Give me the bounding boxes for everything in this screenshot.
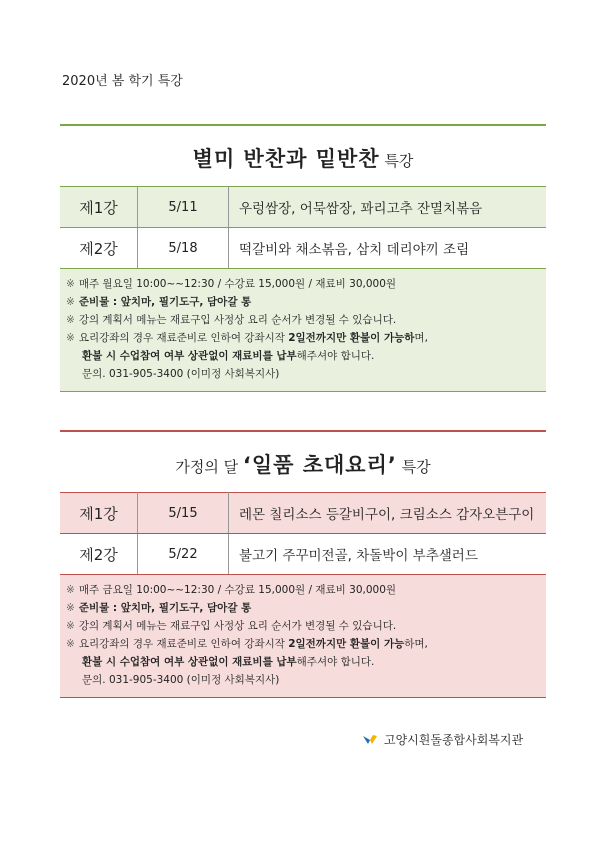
note-mark: ※ <box>66 602 75 614</box>
section-title-main: ‘일품 초대요리’ <box>242 453 397 477</box>
section-title-main: 별미 반찬과 밑반찬 <box>192 147 380 171</box>
organization-name: 고양시흰돌종합사회복지관 <box>384 733 524 747</box>
note-text: 강의 계획서 메뉴는 재료구입 사정상 요리 순서가 변경될 수 있습니다. <box>78 620 397 632</box>
note-supplies <box>66 599 546 617</box>
note-mark: ※ <box>66 296 75 308</box>
section-title-suffix: 특강 <box>384 152 414 170</box>
lesson-number: 제2강 <box>60 534 138 575</box>
lesson-date: 5/22 <box>138 534 229 575</box>
note-text: 며, <box>414 332 428 344</box>
note-mark: ※ <box>66 278 75 290</box>
note-contact: 문의. 031-905-3400 (이미정 사회복지사) <box>82 674 280 686</box>
note-refund-cont <box>66 653 546 671</box>
note-refund <box>66 329 546 347</box>
note-schedule <box>66 275 546 293</box>
table-row <box>60 228 546 269</box>
lesson-number: 제2강 <box>60 228 138 269</box>
table-row <box>60 534 546 575</box>
note-text: 해주셔야 합니다. <box>296 656 375 668</box>
note-schedule <box>66 581 546 599</box>
section-divider <box>60 430 546 432</box>
table-row <box>60 187 546 228</box>
page-header: 2020년 봄 학기 특강 <box>62 74 183 89</box>
lesson-number: 제1강 <box>60 187 138 228</box>
note-text: 해주셔야 합니다. <box>296 350 375 362</box>
notes-box <box>60 268 546 392</box>
lesson-number: 제1강 <box>60 493 138 534</box>
section-title-suffix: 특강 <box>401 458 431 476</box>
table-row <box>60 493 546 534</box>
note-text: 준비물 : 앞치마, 필기도구, 담아갈 통 <box>78 602 252 614</box>
note-text: 강의 계획서 메뉴는 재료구입 사정상 요리 순서가 변경될 수 있습니다. <box>78 314 397 326</box>
organization-footer <box>362 731 523 748</box>
lecture-section-side-dishes <box>60 124 546 392</box>
org-logo-icon <box>362 734 378 746</box>
note-mark: ※ <box>66 314 75 326</box>
note-text: 매주 월요일 10:00~~12:30 / 수강료 15,000원 / 재료비 30,000원 <box>78 278 397 290</box>
note-mark: ※ <box>66 584 75 596</box>
lesson-menu: 떡갈비와 채소볶음, 삼치 데리야끼 조림 <box>229 228 547 269</box>
lesson-date: 5/15 <box>138 493 229 534</box>
lesson-date: 5/18 <box>138 228 229 269</box>
note-text: 요리강좌의 경우 재료준비로 인하여 강좌시작 <box>78 638 289 650</box>
note-plan <box>66 617 546 635</box>
section-divider <box>60 124 546 126</box>
section-title <box>60 146 546 172</box>
note-mark: ※ <box>66 620 75 632</box>
note-contact: 문의. 031-905-3400 (이미정 사회복지사) <box>82 368 280 380</box>
section-title-prefix: 가정의 달 <box>175 458 243 476</box>
notes-box <box>60 574 546 698</box>
note-refund-cont <box>66 347 546 365</box>
lesson-table <box>60 186 546 268</box>
lecture-section-family-month <box>60 430 546 698</box>
note-refund <box>66 635 546 653</box>
note-plan <box>66 311 546 329</box>
lesson-menu: 레몬 칠리소스 등갈비구이, 크림소스 감자오븐구이 <box>229 493 547 534</box>
lesson-date: 5/11 <box>138 187 229 228</box>
lesson-menu: 우렁쌈장, 어묵쌈장, 꽈리고추 잔멸치볶음 <box>229 187 547 228</box>
lesson-menu: 불고기 주꾸미전골, 차돌박이 부추샐러드 <box>229 534 547 575</box>
lesson-table <box>60 492 546 574</box>
note-text-bold: 환불 시 수업참여 여부 상관없이 재료비를 납부 <box>82 350 297 362</box>
note-text: 하며, <box>404 638 428 650</box>
note-text-bold: 환불 시 수업참여 여부 상관없이 재료비를 납부 <box>82 656 297 668</box>
note-text-bold: 2일전까지만 환불이 가능 <box>288 638 405 650</box>
note-text: 요리강좌의 경우 재료준비로 인하여 강좌시작 <box>78 332 289 344</box>
note-text-bold: 2일전까지만 환불이 가능하 <box>288 332 415 344</box>
note-mark: ※ <box>66 332 75 344</box>
note-mark: ※ <box>66 638 75 650</box>
note-supplies <box>66 293 546 311</box>
note-text: 준비물 : 앞치마, 필기도구, 담아갈 통 <box>78 296 252 308</box>
section-title <box>60 452 546 478</box>
note-text: 매주 금요일 10:00~~12:30 / 수강료 15,000원 / 재료비 30,000원 <box>78 584 397 596</box>
